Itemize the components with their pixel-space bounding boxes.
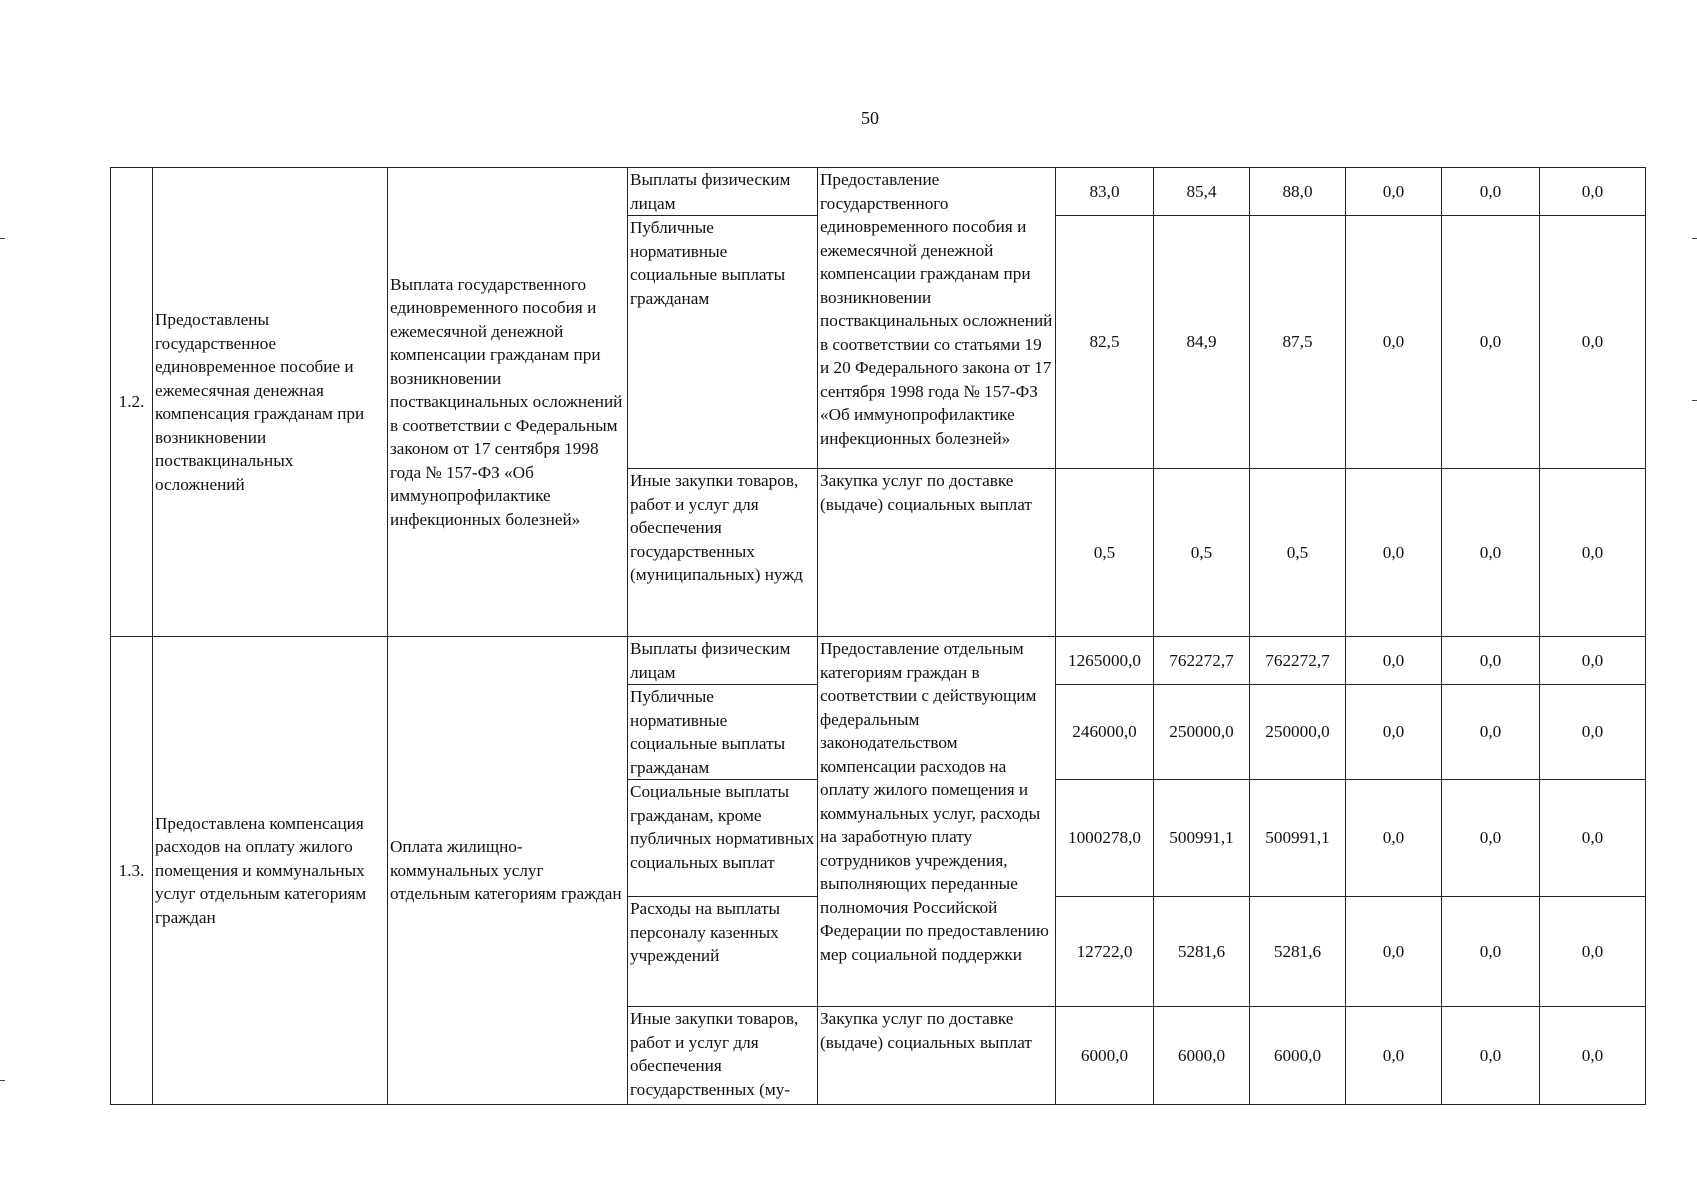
value-cell: 0,0 — [1540, 780, 1646, 897]
value-cell: 762272,7 — [1250, 637, 1346, 685]
value-cell: 5281,6 — [1250, 897, 1346, 1007]
edge-mark-right — [1692, 238, 1697, 239]
direction-cell: Предоставление отдельным категориям граждан в соответствии с действующим федеральным законодательством компенсации расходов на оплату жилого помещения и коммунальных услуг, расходы на заработную плату сотрудников учреждения, выполняющих переданные полномочия Российской Федерации по предоставлению мер социальной поддержки — [818, 637, 1056, 1007]
value-cell: 6000,0 — [1056, 1007, 1154, 1105]
value-cell: 0,0 — [1540, 897, 1646, 1007]
value-cell: 250000,0 — [1250, 685, 1346, 780]
value-cell: 0,0 — [1442, 469, 1540, 637]
value-cell: 0,5 — [1250, 469, 1346, 637]
expense-type-cell: Расходы на выплаты персоналу казенных учреждений — [628, 897, 818, 1007]
value-cell: 83,0 — [1056, 168, 1154, 216]
expense-type-cell: Выплаты физическим лицам — [628, 637, 818, 685]
value-cell: 0,0 — [1540, 469, 1646, 637]
value-cell: 85,4 — [1154, 168, 1250, 216]
expense-type-cell: Иные закупки товаров, работ и услуг для обеспечения государственных (муниципальных) нужд — [628, 469, 818, 637]
edge-mark-right — [1692, 400, 1697, 401]
expense-type-cell: Публичные нормативные социальные выплаты гражданам — [628, 685, 818, 780]
value-cell: 0,0 — [1346, 1007, 1442, 1105]
page-number: 50 — [861, 108, 879, 128]
value-cell: 0,0 — [1540, 1007, 1646, 1105]
table-body — [111, 168, 1646, 1105]
value-cell: 6000,0 — [1250, 1007, 1346, 1105]
direction-cell: Предоставление государственного единовременного пособия и ежемесячной денежной компенсации гражданам при возникновении поствакцинальных осложнений в соответствии со статьями 19 и 20 Федерального закона от 17 сентября 1998 года № 157-ФЗ «Об иммунопрофилактике инфекционных болезней» — [818, 168, 1056, 469]
value-cell: 0,0 — [1346, 685, 1442, 780]
value-cell: 0,0 — [1442, 780, 1540, 897]
direction-cell: Закупка услуг по доставке (выдаче) социальных выплат — [818, 1007, 1056, 1105]
value-cell: 0,0 — [1346, 469, 1442, 637]
value-cell: 0,0 — [1442, 168, 1540, 216]
value-cell: 84,9 — [1154, 216, 1250, 469]
direction-cell: Закупка услуг по доставке (выдаче) социальных выплат — [818, 469, 1056, 637]
value-cell: 82,5 — [1056, 216, 1154, 469]
row-index: 1.2. — [111, 168, 153, 637]
value-cell: 0,0 — [1540, 685, 1646, 780]
value-cell: 0,0 — [1346, 168, 1442, 216]
value-cell: 1000278,0 — [1056, 780, 1154, 897]
value-cell: 0,0 — [1442, 897, 1540, 1007]
expense-type-cell: Публичные нормативные социальные выплаты гражданам — [628, 216, 818, 469]
value-cell: 6000,0 — [1154, 1007, 1250, 1105]
value-cell: 0,0 — [1346, 216, 1442, 469]
edge-mark-left — [0, 238, 5, 239]
value-cell: 88,0 — [1250, 168, 1346, 216]
result-cell: Предоставлены государственное единовременное пособие и ежемесячная денежная компенсация гражданам при возникновении поствакцинальных осложнений — [153, 168, 388, 637]
value-cell: 246000,0 — [1056, 685, 1154, 780]
table-row — [111, 637, 1646, 685]
value-cell: 0,0 — [1540, 216, 1646, 469]
measure-cell: Оплата жилищно-коммунальных услуг отдельным категориям граждан — [388, 637, 628, 1105]
expense-type-cell: Иные закупки товаров, работ и услуг для обеспечения государственных (му- — [628, 1007, 818, 1105]
value-cell: 762272,7 — [1154, 637, 1250, 685]
expense-type-cell: Выплаты физическим лицам — [628, 168, 818, 216]
value-cell: 0,0 — [1540, 168, 1646, 216]
value-cell: 0,0 — [1442, 637, 1540, 685]
value-cell: 0,5 — [1056, 469, 1154, 637]
value-cell: 0,0 — [1346, 780, 1442, 897]
value-cell: 0,0 — [1346, 637, 1442, 685]
value-cell: 250000,0 — [1154, 685, 1250, 780]
table-row — [111, 168, 1646, 216]
value-cell: 87,5 — [1250, 216, 1346, 469]
value-cell: 12722,0 — [1056, 897, 1154, 1007]
value-cell: 0,0 — [1442, 1007, 1540, 1105]
result-cell: Предоставлена компенсация расходов на оплату жилого помещения и коммунальных услуг отдельным категориям граждан — [153, 637, 388, 1105]
value-cell: 1265000,0 — [1056, 637, 1154, 685]
value-cell: 0,0 — [1442, 685, 1540, 780]
value-cell: 0,0 — [1540, 637, 1646, 685]
value-cell: 0,0 — [1442, 216, 1540, 469]
row-index: 1.3. — [111, 637, 153, 1105]
value-cell: 0,0 — [1346, 897, 1442, 1007]
expense-type-cell: Социальные выплаты гражданам, кроме публичных нормативных социальных выплат — [628, 780, 818, 897]
measure-cell: Выплата государственного единовременного пособия и ежемесячной денежной компенсации гражданам при возникновении поствакцинальных осложнений в соответствии с Федеральным законом от 17 сентября 1998 года № 157-ФЗ «Об иммунопрофилактике инфекционных болезней» — [388, 168, 628, 637]
value-cell: 0,5 — [1154, 469, 1250, 637]
value-cell: 5281,6 — [1154, 897, 1250, 1007]
budget-table — [110, 167, 1646, 1105]
edge-mark-left — [0, 1080, 5, 1081]
value-cell: 500991,1 — [1154, 780, 1250, 897]
value-cell: 500991,1 — [1250, 780, 1346, 897]
